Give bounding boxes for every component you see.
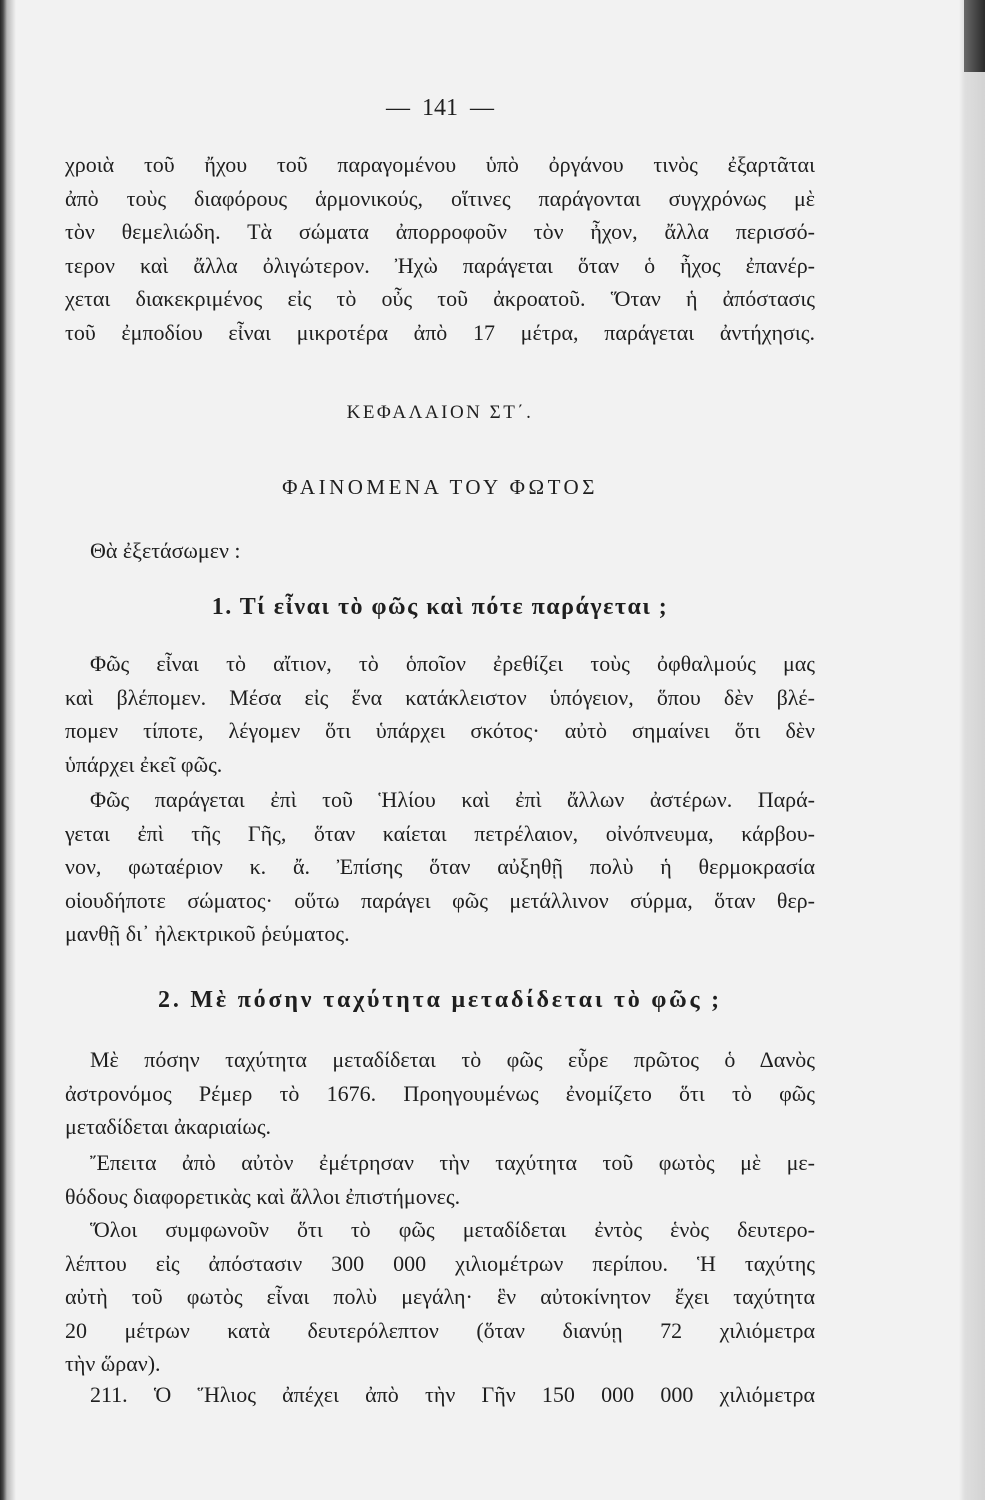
chapter-title: ΦΑΙΝΟΜΕΝΑ ΤΟΥ ΦΩΤΟΣ	[282, 475, 598, 499]
text-line: ἀστρονόμος Ρέμερ τὸ 1676. Προηγουμένως ἐνομίζετο ὅτι τὸ φῶς	[65, 1080, 815, 1106]
text-line: νον, φωταέριον κ. ἄ. Ἐπίσης ὅταν αὐξηθῇ πολὺ ἡ θερμοκρασία	[65, 854, 815, 879]
text-line: μανθῇ δι᾽ ἠλεκτρικοῦ ῥεύματος.	[65, 921, 350, 946]
trailing-paragraph	[65, 1378, 815, 1412]
text-line: 20 μέτρων κατὰ δευτερόλεπτον (ὅταν διανύῃ 72 χιλιόμετρα	[65, 1317, 815, 1343]
paragraph	[65, 1043, 815, 1144]
text-line: Φῶς παράγεται ἐπὶ τοῦ Ἡλίου καὶ ἐπὶ ἄλλων ἀστέρων. Παρά-	[90, 787, 815, 812]
text-line: Θὰ ἐξετάσωμεν :	[90, 538, 241, 563]
paragraph	[65, 1146, 815, 1213]
paragraph	[65, 647, 815, 781]
text-line: 211. Ὁ Ἥλιος ἀπέχει ἀπὸ τὴν Γῆν 150 000 000 χιλιόμετρα	[90, 1382, 815, 1407]
binding-shadow	[0, 0, 16, 1500]
section-heading: 1. Τί εἶναι τὸ φῶς καὶ πότε παράγεται ;	[211, 594, 669, 620]
text-line: Φῶς εἶναι τὸ αἴτιον, τὸ ὁποῖον ἐρεθίζει τοὺς ὀφθαλμούς μας	[90, 651, 815, 676]
text-line: θόδους διαφορετικὰς καὶ ἄλλοι ἐπιστήμονες.	[65, 1183, 461, 1209]
text-line: τὸν θεμελιώδη. Τὰ σώματα ἀπορροφοῦν τὸν ἦχον, ἄλλα περισσό-	[65, 219, 815, 244]
text-line: πομεν τίποτε, λέγομεν ὅτι ὑπάρχει σκότος· αὐτὸ σημαίνει ὅτι δὲν	[65, 718, 815, 743]
text-line: τοῦ ἐμποδίου εἶναι μικροτέρα ἀπὸ 17 μέτρα, παράγεται ἀντήχησις.	[65, 319, 815, 345]
page-corner-shadow	[964, 0, 985, 72]
text-line: χεται διακεκριμένος εἰς τὸ οὖς τοῦ ἀκροατοῦ. Ὅταν ἡ ἀπόστασις	[65, 286, 815, 311]
text-line: τερον καὶ ἄλλα ὀλιγώτερον. Ἠχὼ παράγεται ὅταν ὁ ἦχος ἐπανέρ-	[65, 252, 815, 278]
text-line: γεται ἐπὶ τῆς Γῆς, ὅταν καίεται πετρέλαιον, οἰνόπνευμα, κάρβου-	[65, 820, 815, 846]
page-edge	[959, 0, 985, 1500]
paragraph	[65, 783, 815, 951]
intro-text	[65, 534, 815, 568]
text-line: Ὅλοι συμφωνοῦν ὅτι τὸ φῶς μεταδίδεται ἐντὸς ἑνὸς δευτερο-	[90, 1217, 815, 1242]
text-line: τὴν ὥραν).	[65, 1351, 161, 1376]
text-line: ὑπάρχει ἐκεῖ φῶς.	[65, 751, 223, 777]
text-line: χροιὰ τοῦ ἤχου τοῦ παραγομένου ὑπὸ ὀργάνου τινὸς ἐξαρτᾶται	[65, 152, 815, 177]
text-line: μεταδίδεται ἀκαριαίως.	[65, 1114, 272, 1139]
text-line: ἀπὸ τοὺς διαφόρους ἁρμονικούς, οἵτινες παράγονται συγχρόνως μὲ	[65, 185, 815, 211]
text-line: Μὲ πόσην ταχύτητα μεταδίδεται τὸ φῶς εὗρε πρῶτος ὁ Δανὸς	[90, 1047, 815, 1072]
text-line: καὶ βλέπομεν. Μέσα εἰς ἕνα κατάκλειστον ὑπόγειον, ὅπου δὲν βλέ-	[65, 684, 815, 710]
continuation-paragraph	[65, 148, 815, 349]
paragraph	[65, 1213, 815, 1381]
text-line: αὐτὴ τοῦ φωτὸς εἶναι πολὺ μεγάλη· ἓν αὐτοκίνητον ἔχει ταχύτητα	[65, 1284, 815, 1309]
page-number: — 141 —	[386, 95, 494, 121]
text-line: οἱουδήποτε σώματος· οὕτω παράγει φῶς μετάλλινον σύρμα, ὅταν θερ-	[65, 887, 815, 913]
chapter-label: ΚΕΦΑΛΑΙΟΝ ΣΤ΄.	[346, 402, 534, 423]
section-heading: 2. Μὲ πόσην ταχύτητα μεταδίδεται τὸ φῶς ;	[158, 987, 722, 1013]
text-line: λέπτου εἰς ἀπόστασιν 300 000 χιλιομέτρων περίπου. Ἡ ταχύτης	[65, 1250, 815, 1276]
text-line: Ἔπειτα ἀπὸ αὐτὸν ἐμέτρησαν τὴν ταχύτητα τοῦ φωτὸς μὲ με-	[90, 1150, 815, 1175]
